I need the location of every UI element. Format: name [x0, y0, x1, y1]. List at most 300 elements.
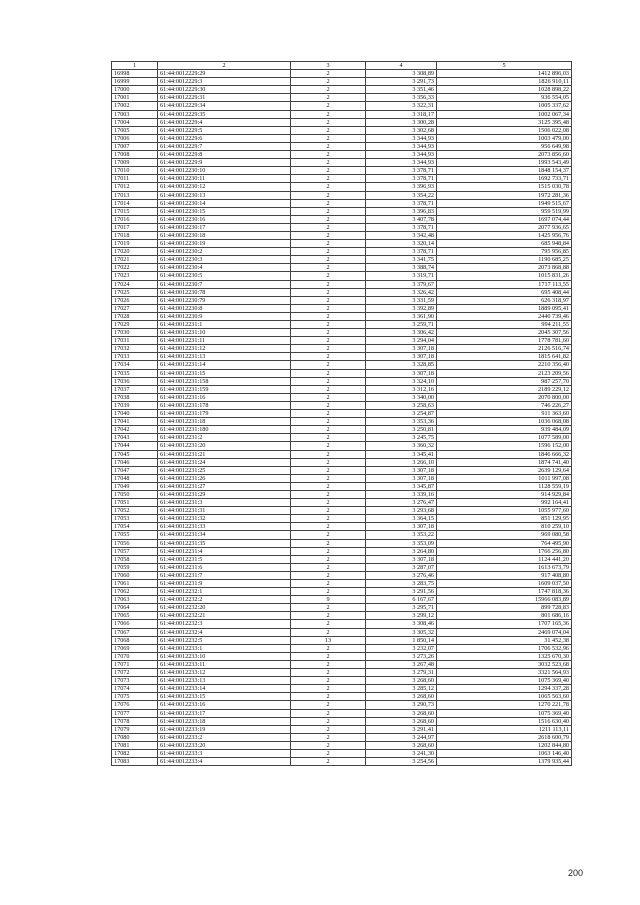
count-cell: 2	[291, 410, 366, 418]
table-row	[112, 426, 572, 434]
cadastral-number-cell: 61:44:0012232:5	[158, 636, 291, 644]
cadastral-number-cell: 61:44:0012230:11	[158, 175, 291, 183]
area-cell: 3 340,00	[366, 393, 437, 401]
cadastral-number-cell: 61:44:0012230:15	[158, 207, 291, 215]
value-cell: 1003 479,00	[437, 134, 572, 142]
value-cell: 899 728,83	[437, 604, 572, 612]
area-cell: 3 378,71	[366, 199, 437, 207]
cadastral-number-cell: 61:44:0012231:33	[158, 523, 291, 531]
value-cell: 1294 337,28	[437, 685, 572, 693]
table-row	[112, 159, 572, 167]
area-cell: 3 294,04	[366, 337, 437, 345]
table-row	[112, 450, 572, 458]
count-cell: 2	[291, 749, 366, 757]
table-row	[112, 280, 572, 288]
row-number-cell: 17022	[112, 264, 158, 272]
cadastral-number-cell: 61:44:0012233:15	[158, 693, 291, 701]
value-cell: 1707 165,36	[437, 620, 572, 628]
table-row	[112, 482, 572, 490]
row-number-cell: 17043	[112, 434, 158, 442]
area-cell: 3 396,83	[366, 207, 437, 215]
cadastral-number-cell: 61:44:0012232:21	[158, 612, 291, 620]
count-cell: 2	[291, 717, 366, 725]
table-row	[112, 410, 572, 418]
row-number-cell: 17008	[112, 151, 158, 159]
value-cell: 1075 369,40	[437, 677, 572, 685]
table-row	[112, 329, 572, 337]
row-number-cell: 17016	[112, 215, 158, 223]
table-row	[112, 466, 572, 474]
table-row	[112, 620, 572, 628]
header-col-2: 2	[158, 62, 291, 70]
table-row	[112, 636, 572, 644]
row-number-cell: 17067	[112, 628, 158, 636]
value-cell: 2073 856,60	[437, 151, 572, 159]
table-row	[112, 644, 572, 652]
table-row	[112, 215, 572, 223]
header-col-4: 4	[366, 62, 437, 70]
area-cell: 3 354,22	[366, 191, 437, 199]
cadastral-number-cell: 61:44:0012231:18	[158, 418, 291, 426]
count-cell: 2	[291, 151, 366, 159]
cadastral-number-cell: 61:44:0012231:16	[158, 393, 291, 401]
cadastral-number-cell: 61:44:0012231:179	[158, 410, 291, 418]
area-cell: 3 322,31	[366, 102, 437, 110]
value-cell: 810 259,10	[437, 523, 572, 531]
value-cell: 959 519,99	[437, 207, 572, 215]
count-cell: 2	[291, 628, 366, 636]
count-cell: 2	[291, 78, 366, 86]
cadastral-number-cell: 61:44:0012230:2	[158, 248, 291, 256]
area-cell: 3 307,18	[366, 474, 437, 482]
value-cell: 1826 910,11	[437, 78, 572, 86]
cadastral-number-cell: 61:44:0012233:14	[158, 685, 291, 693]
count-cell: 2	[291, 118, 366, 126]
count-cell: 2	[291, 523, 366, 531]
table-row	[112, 531, 572, 539]
row-number-cell: 17018	[112, 231, 158, 239]
value-cell: 1609 037,50	[437, 580, 572, 588]
value-cell: 685 948,84	[437, 240, 572, 248]
table-row	[112, 555, 572, 563]
value-cell: 2123 209,56	[437, 369, 572, 377]
area-cell: 3 307,18	[366, 353, 437, 361]
table-row	[112, 94, 572, 102]
row-number-cell: 17021	[112, 256, 158, 264]
count-cell: 2	[291, 588, 366, 596]
table-row	[112, 474, 572, 482]
cadastral-number-cell: 61:44:0012231:32	[158, 515, 291, 523]
cadastral-number-cell: 61:44:0012231:26	[158, 474, 291, 482]
table-row	[112, 588, 572, 596]
table-row	[112, 134, 572, 142]
cadastral-number-cell: 61:44:0012231:2	[158, 434, 291, 442]
row-number-cell: 16998	[112, 70, 158, 78]
area-cell: 3 342,48	[366, 231, 437, 239]
table-row	[112, 612, 572, 620]
count-cell: 2	[291, 709, 366, 717]
row-number-cell: 17024	[112, 280, 158, 288]
value-cell: 911 363,60	[437, 410, 572, 418]
count-cell: 2	[291, 240, 366, 248]
area-cell: 3 308,46	[366, 620, 437, 628]
row-number-cell: 17035	[112, 369, 158, 377]
row-number-cell: 17061	[112, 580, 158, 588]
table-row	[112, 151, 572, 159]
area-cell: 3 300,28	[366, 118, 437, 126]
cadastral-number-cell: 61:44:0012229:35	[158, 110, 291, 118]
value-cell: 2077 936,65	[437, 223, 572, 231]
area-cell: 3 328,85	[366, 361, 437, 369]
area-cell: 3 254,56	[366, 758, 437, 766]
row-number-cell: 17039	[112, 401, 158, 409]
count-cell: 2	[291, 685, 366, 693]
header-col-1: 1	[112, 62, 158, 70]
count-cell: 2	[291, 369, 366, 377]
value-cell: 2070 800,00	[437, 393, 572, 401]
area-cell: 3 259,71	[366, 321, 437, 329]
table-row	[112, 660, 572, 668]
table-row	[112, 110, 572, 118]
count-cell: 2	[291, 571, 366, 579]
row-number-cell: 17053	[112, 515, 158, 523]
cadastral-number-cell: 61:44:0012231:7	[158, 571, 291, 579]
table-row	[112, 515, 572, 523]
area-cell: 3 291,73	[366, 78, 437, 86]
count-cell: 9	[291, 596, 366, 604]
area-cell: 3 344,93	[366, 151, 437, 159]
row-number-cell: 17046	[112, 458, 158, 466]
cadastral-number-cell: 61:44:0012231:12	[158, 345, 291, 353]
row-number-cell: 17052	[112, 507, 158, 515]
area-cell: 3 344,93	[366, 142, 437, 150]
value-cell: 969 080,58	[437, 531, 572, 539]
count-cell: 2	[291, 167, 366, 175]
row-number-cell: 17072	[112, 669, 158, 677]
area-cell: 6 167,67	[366, 596, 437, 604]
cadastral-number-cell: 61:44:0012232:1	[158, 588, 291, 596]
row-number-cell: 17050	[112, 490, 158, 498]
area-cell: 3 268,60	[366, 693, 437, 701]
table-row	[112, 183, 572, 191]
cadastral-number-cell: 61:44:0012231:21	[158, 450, 291, 458]
row-number-cell: 17055	[112, 531, 158, 539]
count-cell: 2	[291, 563, 366, 571]
value-cell: 1379 935,44	[437, 758, 572, 766]
row-number-cell: 17007	[112, 142, 158, 150]
row-number-cell: 17076	[112, 701, 158, 709]
cadastral-number-cell: 61:44:0012230:8	[158, 304, 291, 312]
count-cell: 2	[291, 94, 366, 102]
cadastral-number-cell: 61:44:0012229:7	[158, 142, 291, 150]
row-number-cell: 17010	[112, 167, 158, 175]
area-cell: 3 285,12	[366, 685, 437, 693]
value-cell: 2639 129,64	[437, 466, 572, 474]
value-cell: 1211 113,11	[437, 725, 572, 733]
value-cell: 1692 733,71	[437, 175, 572, 183]
count-cell: 2	[291, 426, 366, 434]
area-cell: 3 276,46	[366, 571, 437, 579]
area-cell: 3 299,12	[366, 612, 437, 620]
count-cell: 2	[291, 142, 366, 150]
area-cell: 3 264,80	[366, 547, 437, 555]
value-cell: 1077 589,00	[437, 434, 572, 442]
count-cell: 2	[291, 256, 366, 264]
value-cell: 1190 685,25	[437, 256, 572, 264]
count-cell: 2	[291, 215, 366, 223]
table-row	[112, 749, 572, 757]
count-cell: 2	[291, 321, 366, 329]
table-row	[112, 142, 572, 150]
area-cell: 3 379,67	[366, 280, 437, 288]
table-row	[112, 78, 572, 86]
value-cell: 1506 022,08	[437, 126, 572, 134]
count-cell: 2	[291, 466, 366, 474]
table-row	[112, 264, 572, 272]
value-cell: 1412 896,03	[437, 70, 572, 78]
value-cell: 1005 337,62	[437, 102, 572, 110]
table-header-row	[112, 62, 572, 70]
cadastral-number-cell: 61:44:0012233:1	[158, 644, 291, 652]
area-cell: 3 361,90	[366, 312, 437, 320]
table-row	[112, 167, 572, 175]
area-cell: 3 276,47	[366, 499, 437, 507]
count-cell: 2	[291, 159, 366, 167]
table-row	[112, 248, 572, 256]
row-number-cell: 17075	[112, 693, 158, 701]
row-number-cell: 17023	[112, 272, 158, 280]
row-number-cell: 17080	[112, 733, 158, 741]
row-number-cell: 17000	[112, 86, 158, 94]
cadastral-number-cell: 61:44:0012233:12	[158, 669, 291, 677]
value-cell: 1075 369,40	[437, 709, 572, 717]
value-cell: 992 164,41	[437, 499, 572, 507]
cadastral-value-table	[111, 61, 572, 766]
count-cell: 2	[291, 207, 366, 215]
area-cell: 3 318,17	[366, 110, 437, 118]
area-cell: 3 307,18	[366, 466, 437, 474]
value-cell: 1874 741,40	[437, 458, 572, 466]
cadastral-number-cell: 61:44:0012233:2	[158, 733, 291, 741]
value-cell: 1425 956,76	[437, 231, 572, 239]
value-cell: 1766 256,80	[437, 547, 572, 555]
value-cell: 1706 532,96	[437, 644, 572, 652]
table-row	[112, 701, 572, 709]
row-number-cell: 17014	[112, 199, 158, 207]
cadastral-number-cell: 61:44:0012231:14	[158, 361, 291, 369]
table-row	[112, 296, 572, 304]
cadastral-number-cell: 61:44:0012231:25	[158, 466, 291, 474]
table-row	[112, 361, 572, 369]
row-number-cell: 17019	[112, 240, 158, 248]
area-cell: 3 307,18	[366, 369, 437, 377]
table-row	[112, 401, 572, 409]
count-cell: 2	[291, 191, 366, 199]
count-cell: 2	[291, 353, 366, 361]
cadastral-number-cell: 61:44:0012231:1	[158, 321, 291, 329]
row-number-cell: 17081	[112, 741, 158, 749]
count-cell: 2	[291, 199, 366, 207]
cadastral-number-cell: 61:44:0012231:15	[158, 369, 291, 377]
area-cell: 3 250,81	[366, 426, 437, 434]
value-cell: 2618 600,79	[437, 733, 572, 741]
cadastral-number-cell: 61:44:0012230:19	[158, 240, 291, 248]
value-cell: 917 408,80	[437, 571, 572, 579]
area-cell: 3 353,22	[366, 531, 437, 539]
count-cell: 2	[291, 329, 366, 337]
cadastral-number-cell: 61:44:0012233:4	[158, 758, 291, 766]
area-cell: 3 341,75	[366, 256, 437, 264]
count-cell: 2	[291, 620, 366, 628]
row-number-cell: 17069	[112, 644, 158, 652]
header-col-3: 3	[291, 62, 366, 70]
row-number-cell: 17042	[112, 426, 158, 434]
row-number-cell: 17060	[112, 571, 158, 579]
area-cell: 3 291,56	[366, 588, 437, 596]
row-number-cell: 17068	[112, 636, 158, 644]
area-cell: 3 254,87	[366, 410, 437, 418]
row-number-cell: 17045	[112, 450, 158, 458]
cadastral-number-cell: 61:44:0012230:17	[158, 223, 291, 231]
table-row	[112, 418, 572, 426]
table-row	[112, 693, 572, 701]
value-cell: 746 226,27	[437, 401, 572, 409]
count-cell: 2	[291, 442, 366, 450]
value-cell: 1697 074,44	[437, 215, 572, 223]
area-cell: 3 353,36	[366, 418, 437, 426]
row-number-cell: 17078	[112, 717, 158, 725]
row-number-cell: 17074	[112, 685, 158, 693]
count-cell: 2	[291, 264, 366, 272]
value-cell: 1516 630,40	[437, 717, 572, 725]
area-cell: 3 273,26	[366, 652, 437, 660]
row-number-cell: 17049	[112, 482, 158, 490]
count-cell: 2	[291, 272, 366, 280]
row-number-cell: 17070	[112, 652, 158, 660]
row-number-cell: 17062	[112, 588, 158, 596]
value-cell: 795 956,85	[437, 248, 572, 256]
table-row	[112, 507, 572, 515]
count-cell: 2	[291, 474, 366, 482]
area-cell: 3 324,10	[366, 377, 437, 385]
cadastral-number-cell: 61:44:0012231:13	[158, 353, 291, 361]
count-cell: 2	[291, 231, 366, 239]
value-cell: 3321 564,93	[437, 669, 572, 677]
cadastral-number-cell: 61:44:0012231:24	[158, 458, 291, 466]
value-cell: 1063 146,40	[437, 749, 572, 757]
row-number-cell: 17071	[112, 660, 158, 668]
row-number-cell: 17065	[112, 612, 158, 620]
row-number-cell: 17056	[112, 539, 158, 547]
value-cell: 2440 739,46	[437, 312, 572, 320]
value-cell: 994 211,55	[437, 321, 572, 329]
cadastral-number-cell: 61:44:0012233:17	[158, 709, 291, 717]
area-cell: 3 245,75	[366, 434, 437, 442]
value-cell: 1993 543,49	[437, 159, 572, 167]
count-cell: 2	[291, 280, 366, 288]
table-row	[112, 652, 572, 660]
row-number-cell: 17077	[112, 709, 158, 717]
area-cell: 3 268,60	[366, 709, 437, 717]
cadastral-number-cell: 61:44:0012230:78	[158, 288, 291, 296]
cadastral-number-cell: 61:44:0012231:9	[158, 580, 291, 588]
row-number-cell: 17059	[112, 563, 158, 571]
row-number-cell: 17005	[112, 126, 158, 134]
count-cell: 2	[291, 758, 366, 766]
value-cell: 31 452,38	[437, 636, 572, 644]
table-row	[112, 304, 572, 312]
area-cell: 3 266,10	[366, 458, 437, 466]
table-row	[112, 717, 572, 725]
value-cell: 2073 868,88	[437, 264, 572, 272]
area-cell: 3 407,78	[366, 215, 437, 223]
header-col-5: 5	[437, 62, 572, 70]
value-cell: 1036 068,08	[437, 418, 572, 426]
table-row	[112, 126, 572, 134]
cadastral-number-cell: 61:44:0012233:11	[158, 660, 291, 668]
table-row	[112, 102, 572, 110]
area-cell: 3 307,18	[366, 555, 437, 563]
value-cell: 987 257,70	[437, 377, 572, 385]
table-row	[112, 604, 572, 612]
value-cell: 2045 307,56	[437, 329, 572, 337]
table-row	[112, 539, 572, 547]
table-row	[112, 223, 572, 231]
row-number-cell: 16999	[112, 78, 158, 86]
table-row	[112, 288, 572, 296]
cadastral-number-cell: 61:44:0012233:20	[158, 741, 291, 749]
count-cell: 2	[291, 644, 366, 652]
count-cell: 2	[291, 86, 366, 94]
area-cell: 3 308,89	[366, 70, 437, 78]
row-number-cell: 17034	[112, 361, 158, 369]
area-cell: 3 241,30	[366, 749, 437, 757]
cadastral-number-cell: 61:44:0012231:3	[158, 499, 291, 507]
cadastral-number-cell: 61:44:0012231:178	[158, 401, 291, 409]
value-cell: 1055 977,60	[437, 507, 572, 515]
cadastral-number-cell: 61:44:0012230:16	[158, 215, 291, 223]
area-cell: 3 353,09	[366, 539, 437, 547]
row-number-cell: 17066	[112, 620, 158, 628]
area-cell: 3 378,71	[366, 167, 437, 175]
row-number-cell: 17017	[112, 223, 158, 231]
value-cell: 3125 395,48	[437, 118, 572, 126]
row-number-cell: 17026	[112, 296, 158, 304]
area-cell: 3 356,33	[366, 94, 437, 102]
table-row	[112, 70, 572, 78]
cadastral-number-cell: 61:44:0012229:5	[158, 126, 291, 134]
value-cell: 956 649,98	[437, 142, 572, 150]
count-cell: 2	[291, 223, 366, 231]
area-cell: 3 268,60	[366, 717, 437, 725]
value-cell: 851 129,95	[437, 515, 572, 523]
count-cell: 2	[291, 361, 366, 369]
cadastral-number-cell: 61:44:0012230:5	[158, 272, 291, 280]
table-row	[112, 118, 572, 126]
row-number-cell: 17083	[112, 758, 158, 766]
row-number-cell: 17064	[112, 604, 158, 612]
area-cell: 3 378,71	[366, 223, 437, 231]
value-cell: 1015 831,26	[437, 272, 572, 280]
value-cell: 936 554,05	[437, 94, 572, 102]
cadastral-number-cell: 61:44:0012231:31	[158, 507, 291, 515]
cadastral-number-cell: 61:44:0012232:3	[158, 620, 291, 628]
value-cell: 1848 154,37	[437, 167, 572, 175]
cadastral-number-cell: 61:44:0012233:18	[158, 717, 291, 725]
area-cell: 1 850,14	[366, 636, 437, 644]
table-row	[112, 458, 572, 466]
table-row	[112, 596, 572, 604]
